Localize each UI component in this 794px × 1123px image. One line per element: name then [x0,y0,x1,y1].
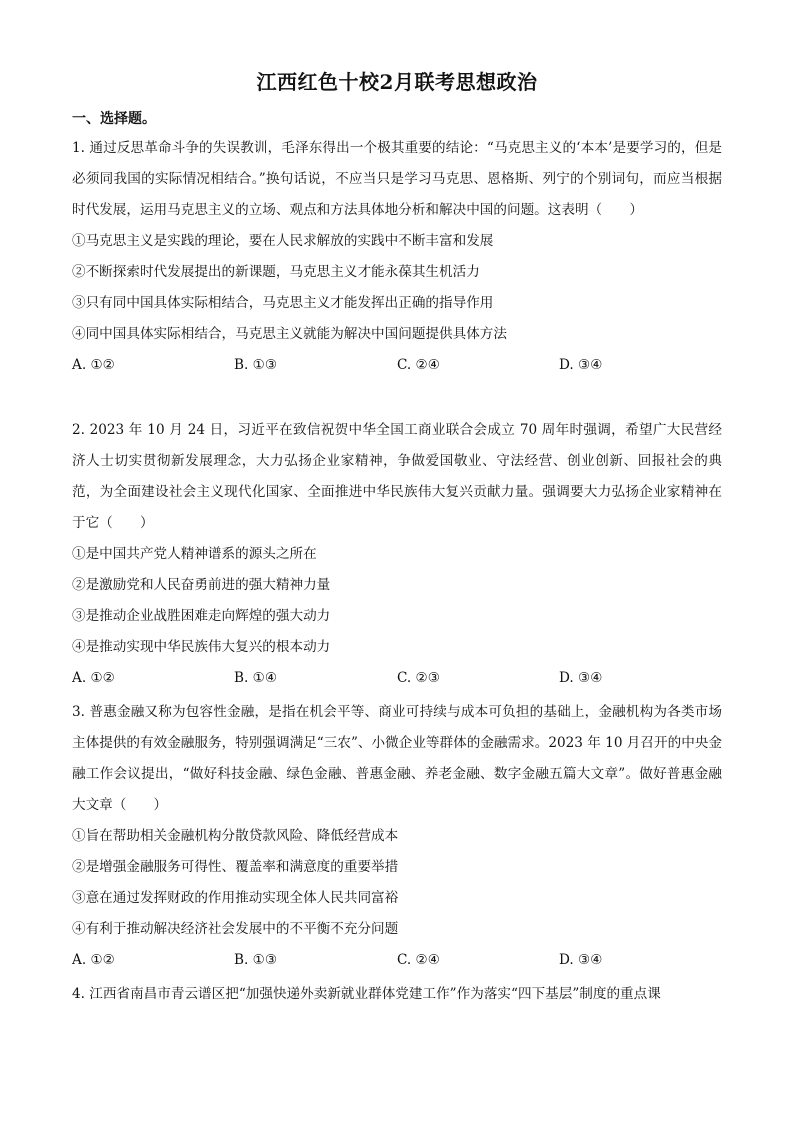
question-3-choice-c[interactable]: C. ②④ [397,952,440,968]
question-1-choices [72,350,722,381]
question-3-statement-3: ③意在通过发挥财政的作用推动实现全体人民共同富裕 [72,890,399,906]
section-heading: 一、选择题。 [72,111,156,127]
question-3 [72,697,722,976]
question-2-stem: 2. 2023 年 10 月 24 日，习近平在致信祝贺中华全国工商业联合会成立 70 周年时强调，希望广大民营经济人士切实贯彻新发展理念，大力弘扬企业家精神，争做爱国敬业、守法经营、创业创新、回报社会的典范，为全面建设社会主义现代化国家、全面推进中华民族伟大复兴贡献力量。强调要大力弘扬企业家精神在于它（ ） [72,422,722,531]
question-1-statement-2: ②不断探索时代发展提出的新课题，马克思主义才能永葆其生机活力 [72,264,480,280]
question-2-statement-2: ②是激励党和人民奋勇前进的强大精神力量 [72,577,331,593]
question-3-choices [72,945,722,976]
question-2 [72,415,722,694]
question-3-choice-a[interactable]: A. ①② [72,952,115,968]
question-2-statement-1: ①是中国共产党人精神谱系的源头之所在 [72,546,317,562]
question-1-choice-d[interactable]: D. ③④ [559,357,603,373]
question-2-statement-3: ③是推动企业战胜困难走向辉煌的强大动力 [72,608,331,624]
question-1-choice-a[interactable]: A. ①② [72,357,115,373]
question-3-stem: 3. 普惠金融又称为包容性金融，是指在机会平等、商业可持续与成本可负担的基础上，金融机构为各类市场主体提供的有效金融服务，特别强调满足“三农”、小微企业等群体的金融需求。2023 年 10 月召开的中央金融工作会议提出，“做好科技金融、绿色金融、普惠金融、养老金融、数字金融五篇大文章”。做好普惠金融大文章（ ） [72,704,722,813]
question-3-choice-d[interactable]: D. ③④ [559,952,603,968]
question-3-statement-1: ①旨在帮助相关金融机构分散贷款风险、降低经营成本 [72,828,399,844]
question-3-choice-b[interactable]: B. ①③ [234,952,278,968]
question-2-choice-d[interactable]: D. ③④ [559,670,603,686]
question-2-choices [72,663,722,694]
question-2-choice-a[interactable]: A. ①② [72,670,115,686]
question-4 [72,979,722,1010]
question-2-choice-b[interactable]: B. ①④ [234,670,278,686]
question-2-choice-c[interactable]: C. ②③ [397,670,440,686]
question-3-statement-4: ④有利于推动解决经济社会发展中的不平衡不充分问题 [72,921,399,937]
question-4-stem: 4. 江西省南昌市青云谱区把“加强快递外卖新就业群体党建工作”作为落实“四下基层”制度的重点课 [72,986,661,1002]
question-1-stem: 1. 通过反思革命斗争的失误教训，毛泽东得出一个极其重要的结论：“马克思主义的‘本本’是要学习的，但是必须同我国的实际情况相结合。”换句话说，不应当只是学习马克思、恩格斯、列宁的个别词句，而应当根据时代发展，运用马克思主义的立场、观点和方法具体地分析和解决中国的问题。这表明（ ） [72,140,722,218]
question-3-statement-2: ②是增强金融服务可得性、覆盖率和满意度的重要举措 [72,859,399,875]
question-1-statement-4: ④同中国具体实际相结合，马克思主义就能为解决中国问题提供具体方法 [72,326,507,342]
question-1-choice-c[interactable]: C. ②④ [397,357,440,373]
question-1-choice-b[interactable]: B. ①③ [234,357,278,373]
question-1-statement-1: ①马克思主义是实践的理论，要在人民求解放的实践中不断丰富和发展 [72,233,494,249]
page-title: 江西红色十校2月联考思想政治 [256,70,538,94]
question-1 [72,133,722,381]
question-1-statement-3: ③只有同中国具体实际相结合，马克思主义才能发挥出正确的指导作用 [72,295,494,311]
question-2-statement-4: ④是推动实现中华民族伟大复兴的根本动力 [72,639,331,655]
